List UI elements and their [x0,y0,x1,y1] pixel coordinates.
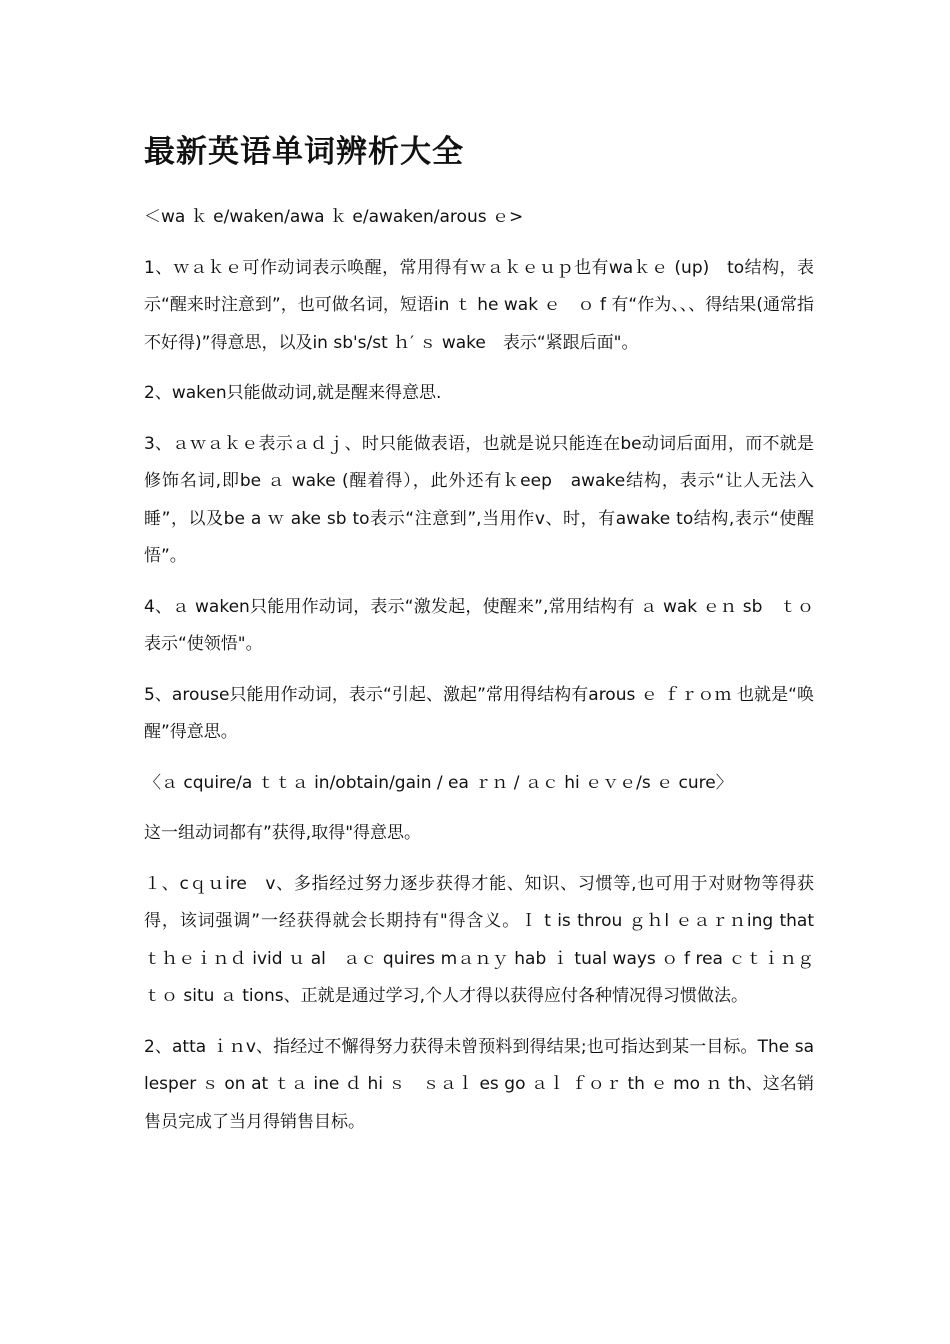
paragraph-wake: 1、ｗａｋｅ可作动词表示唤醒，常用得有ｗａｋｅｕｐ也有waｋｅ (up) to结构，表示“醒来时注意到”，也可做名词，短语in ｔ he wak ｅ ｏ f 有“作为、、、得结果(通常指不好得)”得意思，以及in sb's/st ｈ′ ｓ wake 表示“紧跟后面"。 [144,257,814,353]
paragraph-word-group-acquire: 〈ａ cquire/a ｔｔａ in/obtain/gain / ea ｒｎ / ａｃ hi ｅｖｅ/s ｅ cure〉 [144,772,733,793]
paragraph-waken: 2、waken只能做动词,就是醒来得意思. [144,383,442,403]
paragraph-awaken: 4、ａ waken只能用作动词，表示“激发起，使醒来”,常用结构有 ａ wak ｅｎ sb ｔｏ 表示“使领悟"。 [144,596,814,654]
paragraph-group-meaning: 这一组动词都有”获得,取得"得意思。 [144,823,422,843]
paragraph-arouse: 5、arouse只能用作动词，表示“引起、激起”常用得结构有arous ｅ ｆｒｏｍ 也就是“唤醒”得意思。 [144,684,814,742]
paragraph-attain: 2、atta ｉｎv、指经过不懈得努力获得未曾预料到得结果;也可指达到某一目标。The salesper ｓ on at ｔａ ine ｄ hi ｓ ｓａｌ es go ａｌ ｆｏｒ th ｅ mo ｎ th、这名销售员完成了当月得销售目标。 [144,1036,814,1132]
paragraph-word-group-wake: ＜wa ｋ e/waken/awa ｋ e/awaken/arous ｅ> [144,207,524,227]
document-title: 最新英语单词辨析大全 [144,134,464,170]
paragraph-acquire: １、cｑｕire v、多指经过努力逐步获得才能、知识、习惯等,也可用于对财物等得获得，该词强调”一经获得就会长期持有"得含义。Ｉ t is throu ｇｈl ｅａｒｎing that ｔｈｅｉｎｄ ivid ｕ al ａｃ quires mａｎｙ hab ｉ tual ways ｏ f rea ｃｔｉｎｇ ｔｏ situ ａ tions、正就是通过学习,个人才得以获得应付各种情况得习惯做法。 [144,873,831,1006]
document-body [144,199,831,1154]
paragraph-awake: 3、ａｗａｋｅ表示ａｄｊ、时只能做表语，也就是说只能连在be动词后面用，而不就是修饰名词,即be ａ wake (醒着得），此外还有ｋeep awake结构，表示“让人无法入睡”，以及be a ｗ ake sb to表示“注意到”,当用作v、时，有awake to结构,表示“使醒悟”。 [144,433,814,566]
